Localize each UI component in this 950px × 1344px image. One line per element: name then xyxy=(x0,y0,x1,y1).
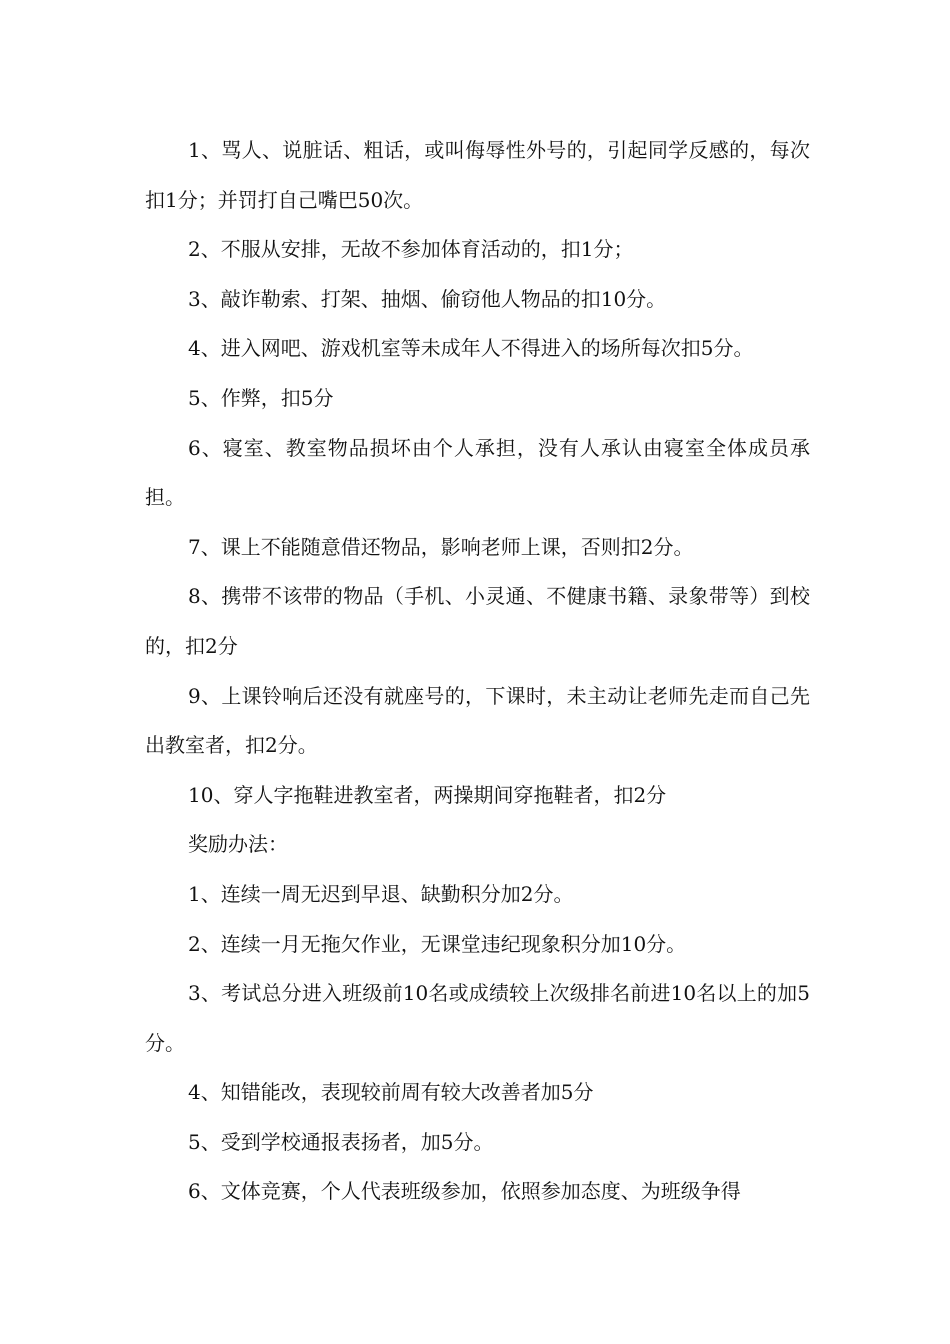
reward-paragraph: 6、文体竞赛，个人代表班级参加，依照参加态度、为班级争得 xyxy=(188,1179,741,1204)
rule-paragraph: 9、上课铃响后还没有就座号的，下课时，未主动让老师先走而自己先出教室者，扣2分。 xyxy=(145,683,810,758)
section-heading-rewards: 奖励办法： xyxy=(188,832,288,857)
reward-paragraph: 3、考试总分进入班级前10名或成绩较上次级排名前进10名以上的加5分。 xyxy=(145,981,810,1055)
rule-paragraph: 8、携带不该带的物品（手机、小灵通、不健康书籍、录象带等）到校的，扣2分 xyxy=(145,584,810,658)
reward-paragraph: 1、连续一周无迟到早退、缺勤积分加2分。 xyxy=(188,881,574,906)
reward-paragraph: 5、受到学校通报表扬者，加5分。 xyxy=(188,1129,494,1154)
rule-paragraph: 10、穿人字拖鞋进教室者，两操期间穿拖鞋者，扣2分 xyxy=(188,782,667,807)
rule-paragraph: 1、骂人、说脏话、粗话，或叫侮辱性外号的，引起同学反感的，每次扣1分；并罚打自己嘴巴50次。 xyxy=(145,138,810,212)
rule-paragraph: 4、进入网吧、游戏机室等未成年人不得进入的场所每次扣5分。 xyxy=(188,336,754,361)
rule-paragraph: 2、不服从安排，无故不参加体育活动的，扣1分； xyxy=(188,237,634,262)
rule-paragraph: 7、课上不能随意借还物品，影响老师上课，否则扣2分。 xyxy=(188,534,694,559)
document-body xyxy=(145,126,810,1217)
rule-paragraph: 6、寝室、教室物品损坏由个人承担，没有人承认由寝室全体成员承担。 xyxy=(145,435,810,510)
reward-paragraph: 2、连续一月无拖欠作业，无课堂违纪现象积分加10分。 xyxy=(188,931,687,956)
rule-paragraph: 3、敲诈勒索、打架、抽烟、偷窃他人物品的扣10分。 xyxy=(188,286,667,311)
reward-paragraph: 4、知错能改，表现较前周有较大改善者加5分 xyxy=(188,1080,594,1105)
rule-paragraph: 5、作弊，扣5分 xyxy=(188,385,334,410)
